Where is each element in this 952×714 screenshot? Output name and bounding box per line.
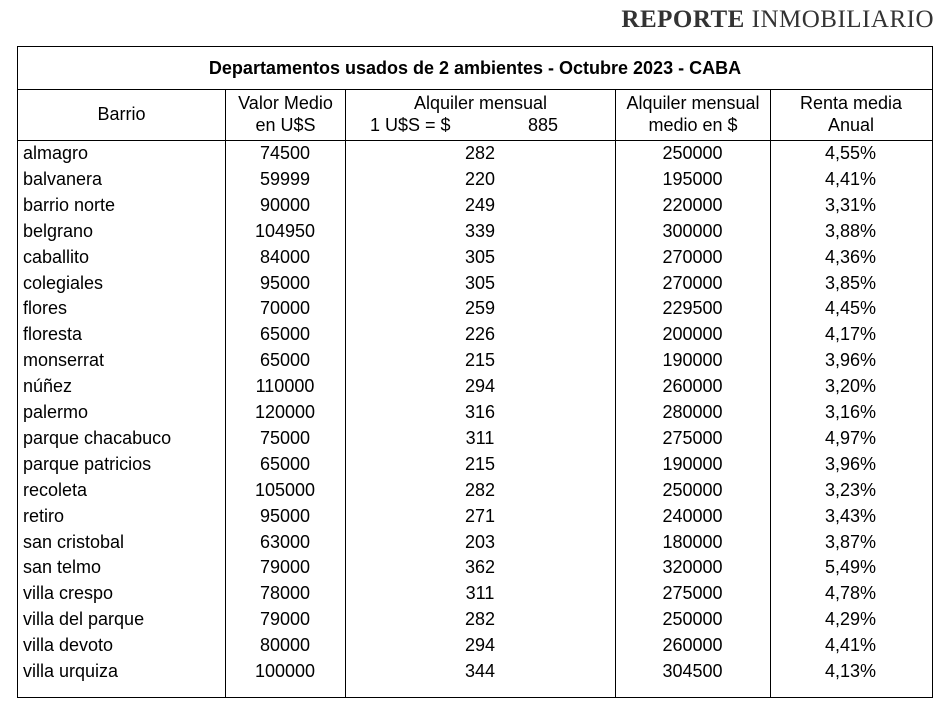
- cell-alquiler-pesos: 250000: [662, 143, 723, 163]
- cell-alquiler-usd: 311: [465, 427, 495, 448]
- header-barrio-label: Barrio: [97, 104, 146, 124]
- header-renta-line1: Renta media: [799, 93, 903, 113]
- table-row: [18, 530, 932, 556]
- cell-alquiler-pesos: 275000: [662, 427, 723, 448]
- cell-barrio: san cristobal: [23, 531, 125, 552]
- table-row: [18, 296, 932, 322]
- table-row: [18, 167, 932, 193]
- cell-renta: 3,31%: [824, 194, 877, 215]
- cell-renta: 3,20%: [824, 376, 877, 397]
- cell-alquiler-pesos: 270000: [662, 272, 723, 293]
- cell-alquiler-usd: 344: [464, 661, 496, 681]
- cell-alquiler-pesos: 275000: [662, 583, 723, 604]
- cell-valor-usd: 63000: [259, 531, 311, 552]
- cell-barrio: flores: [23, 298, 68, 319]
- cell-renta: 4,29%: [824, 609, 877, 630]
- brand-part-2: INMOBILIARIO: [751, 6, 934, 33]
- cell-renta: 3,85%: [824, 272, 877, 293]
- cell-renta: 4,17%: [824, 324, 877, 345]
- cell-alquiler-usd: 294: [464, 635, 496, 656]
- cell-barrio: monserrat: [23, 350, 105, 371]
- cell-valor-usd: 100000: [254, 661, 316, 681]
- cell-alquiler-pesos: 190000: [662, 453, 723, 474]
- table-title: Departamentos usados de 2 ambientes - Octubre 2023 - CABA: [18, 47, 932, 90]
- cell-barrio: palermo: [23, 402, 89, 422]
- cell-barrio: villa devoto: [23, 635, 114, 656]
- cell-alquiler-pesos: 300000: [662, 220, 723, 241]
- cell-alquiler-usd: 203: [464, 531, 496, 552]
- cell-alquiler-usd: 316: [464, 402, 496, 422]
- cell-alquiler-usd: 311: [465, 583, 495, 604]
- cell-valor-usd: 65000: [259, 350, 311, 371]
- cell-renta: 4,97%: [824, 427, 877, 448]
- cell-barrio: colegiales: [23, 272, 104, 293]
- table-row: [18, 426, 932, 452]
- header-alquiler-pesos: [615, 89, 770, 140]
- cell-barrio: almagro: [23, 143, 89, 163]
- header-alquiler-usd-line1: Alquiler mensual: [413, 93, 548, 113]
- cell-renta: 4,55%: [824, 143, 877, 163]
- rent-table: [17, 46, 933, 698]
- cell-valor-usd: 78000: [259, 583, 311, 604]
- cell-renta: 4,13%: [824, 661, 877, 681]
- cell-renta: 3,96%: [824, 350, 877, 371]
- cell-valor-usd: 65000: [259, 324, 311, 345]
- cell-barrio: recoleta: [23, 479, 88, 500]
- cell-barrio: parque patricios: [23, 453, 152, 474]
- table-row: [18, 400, 932, 426]
- cell-valor-usd: 70000: [259, 298, 311, 319]
- table-row: [18, 659, 932, 685]
- cell-valor-usd: 74500: [259, 143, 311, 163]
- table-row: [18, 478, 932, 504]
- header-valor: [225, 89, 345, 140]
- cell-alquiler-usd: 271: [464, 505, 496, 526]
- cell-valor-usd: 84000: [259, 246, 311, 267]
- table-header: [18, 89, 932, 141]
- cell-alquiler-usd: 215: [464, 350, 496, 371]
- cell-alquiler-usd: 282: [464, 479, 496, 500]
- cell-renta: 3,43%: [824, 505, 877, 526]
- cell-valor-usd: 104950: [254, 220, 316, 241]
- header-alquiler-pesos-line2: medio en $: [648, 115, 738, 135]
- cell-alquiler-pesos: 200000: [662, 324, 723, 345]
- cell-renta: 4,36%: [824, 246, 877, 267]
- cell-alquiler-pesos: 304500: [662, 661, 723, 681]
- cell-alquiler-pesos: 320000: [662, 557, 723, 578]
- cell-valor-usd: 110000: [255, 376, 315, 397]
- table-row: [18, 452, 932, 478]
- cell-valor-usd: 80000: [259, 635, 311, 656]
- cell-renta: 4,45%: [824, 298, 877, 319]
- table-row: [18, 245, 932, 271]
- cell-alquiler-usd: 362: [464, 557, 496, 578]
- header-alquiler-usd: [345, 89, 615, 140]
- cell-valor-usd: 75000: [259, 427, 311, 448]
- cell-valor-usd: 95000: [259, 505, 311, 526]
- table-row: [18, 219, 932, 245]
- table-row: [18, 581, 932, 607]
- cell-barrio: parque chacabuco: [23, 427, 172, 448]
- cell-renta: 4,41%: [824, 168, 877, 189]
- cell-alquiler-usd: 215: [464, 453, 496, 474]
- table-row: [18, 348, 932, 374]
- cell-alquiler-usd: 282: [464, 609, 496, 630]
- cell-alquiler-pesos: 260000: [662, 635, 723, 656]
- cell-alquiler-usd: 220: [464, 168, 496, 189]
- cell-valor-usd: 105000: [254, 479, 316, 500]
- cell-alquiler-usd: 249: [464, 194, 496, 215]
- exchange-rate-label: 1 U$S = $: [370, 115, 451, 135]
- cell-alquiler-pesos: 220000: [662, 194, 723, 215]
- cell-alquiler-pesos: 190000: [662, 350, 723, 371]
- cell-alquiler-usd: 294: [464, 376, 496, 397]
- cell-alquiler-pesos: 260000: [662, 376, 723, 397]
- cell-alquiler-pesos: 180000: [662, 531, 723, 552]
- cell-alquiler-pesos: 270000: [662, 246, 723, 267]
- exchange-rate-value: 885: [528, 115, 559, 135]
- table-row: [18, 374, 932, 400]
- header-alquiler-pesos-line1: Alquiler mensual: [626, 93, 760, 113]
- cell-renta: 3,88%: [824, 220, 877, 241]
- cell-alquiler-pesos: 229500: [662, 298, 723, 319]
- cell-valor-usd: 95000: [259, 272, 311, 293]
- header-valor-line1: Valor Medio: [238, 93, 333, 113]
- header-renta: [770, 89, 931, 140]
- table-row: [18, 607, 932, 633]
- cell-valor-usd: 79000: [259, 609, 311, 630]
- brand-part-1: REPORTE: [621, 6, 745, 33]
- cell-renta: 4,78%: [824, 583, 877, 604]
- cell-alquiler-pesos: 195000: [662, 168, 723, 189]
- cell-barrio: retiro: [23, 505, 65, 526]
- table-row: [18, 271, 932, 297]
- cell-barrio: villa del parque: [23, 609, 145, 630]
- table-row: [18, 555, 932, 581]
- header-barrio: [18, 89, 225, 140]
- cell-renta: 3,16%: [824, 402, 877, 422]
- cell-valor-usd: 120000: [254, 402, 316, 422]
- cell-barrio: belgrano: [23, 220, 94, 241]
- cell-valor-usd: 59999: [259, 168, 311, 189]
- cell-barrio: caballito: [23, 246, 90, 267]
- cell-alquiler-usd: 305: [464, 272, 496, 293]
- header-renta-line2: Anual: [827, 115, 875, 135]
- cell-alquiler-usd: 226: [464, 324, 496, 345]
- cell-barrio: barrio norte: [23, 194, 116, 215]
- cell-alquiler-usd: 305: [464, 246, 496, 267]
- table-row: [18, 504, 932, 530]
- brand-logo: [621, 6, 934, 34]
- table-row: [18, 193, 932, 219]
- cell-barrio: villa urquiza: [23, 661, 119, 681]
- cell-renta: 3,87%: [824, 531, 877, 552]
- cell-alquiler-pesos: 250000: [662, 479, 723, 500]
- table-body: [18, 140, 932, 697]
- cell-barrio: villa crespo: [23, 583, 114, 604]
- header-valor-line2: en U$S: [255, 115, 316, 135]
- cell-valor-usd: 90000: [259, 194, 311, 215]
- cell-barrio: balvanera: [23, 168, 103, 189]
- cell-valor-usd: 65000: [259, 453, 311, 474]
- table-row: [18, 322, 932, 348]
- cell-barrio: san telmo: [23, 557, 102, 578]
- table-row: [18, 141, 932, 167]
- cell-barrio: núñez: [23, 376, 73, 397]
- table-row: [18, 633, 932, 659]
- cell-renta: 5,49%: [824, 557, 877, 578]
- cell-alquiler-pesos: 280000: [662, 402, 723, 422]
- cell-alquiler-usd: 339: [464, 220, 496, 241]
- cell-alquiler-pesos: 250000: [662, 609, 723, 630]
- cell-valor-usd: 79000: [259, 557, 311, 578]
- cell-alquiler-usd: 259: [464, 298, 496, 319]
- cell-renta: 3,96%: [824, 453, 877, 474]
- cell-alquiler-pesos: 240000: [662, 505, 723, 526]
- cell-renta: 4,41%: [824, 635, 877, 656]
- cell-renta: 3,23%: [824, 479, 877, 500]
- cell-alquiler-usd: 282: [464, 143, 496, 163]
- cell-barrio: floresta: [23, 324, 83, 345]
